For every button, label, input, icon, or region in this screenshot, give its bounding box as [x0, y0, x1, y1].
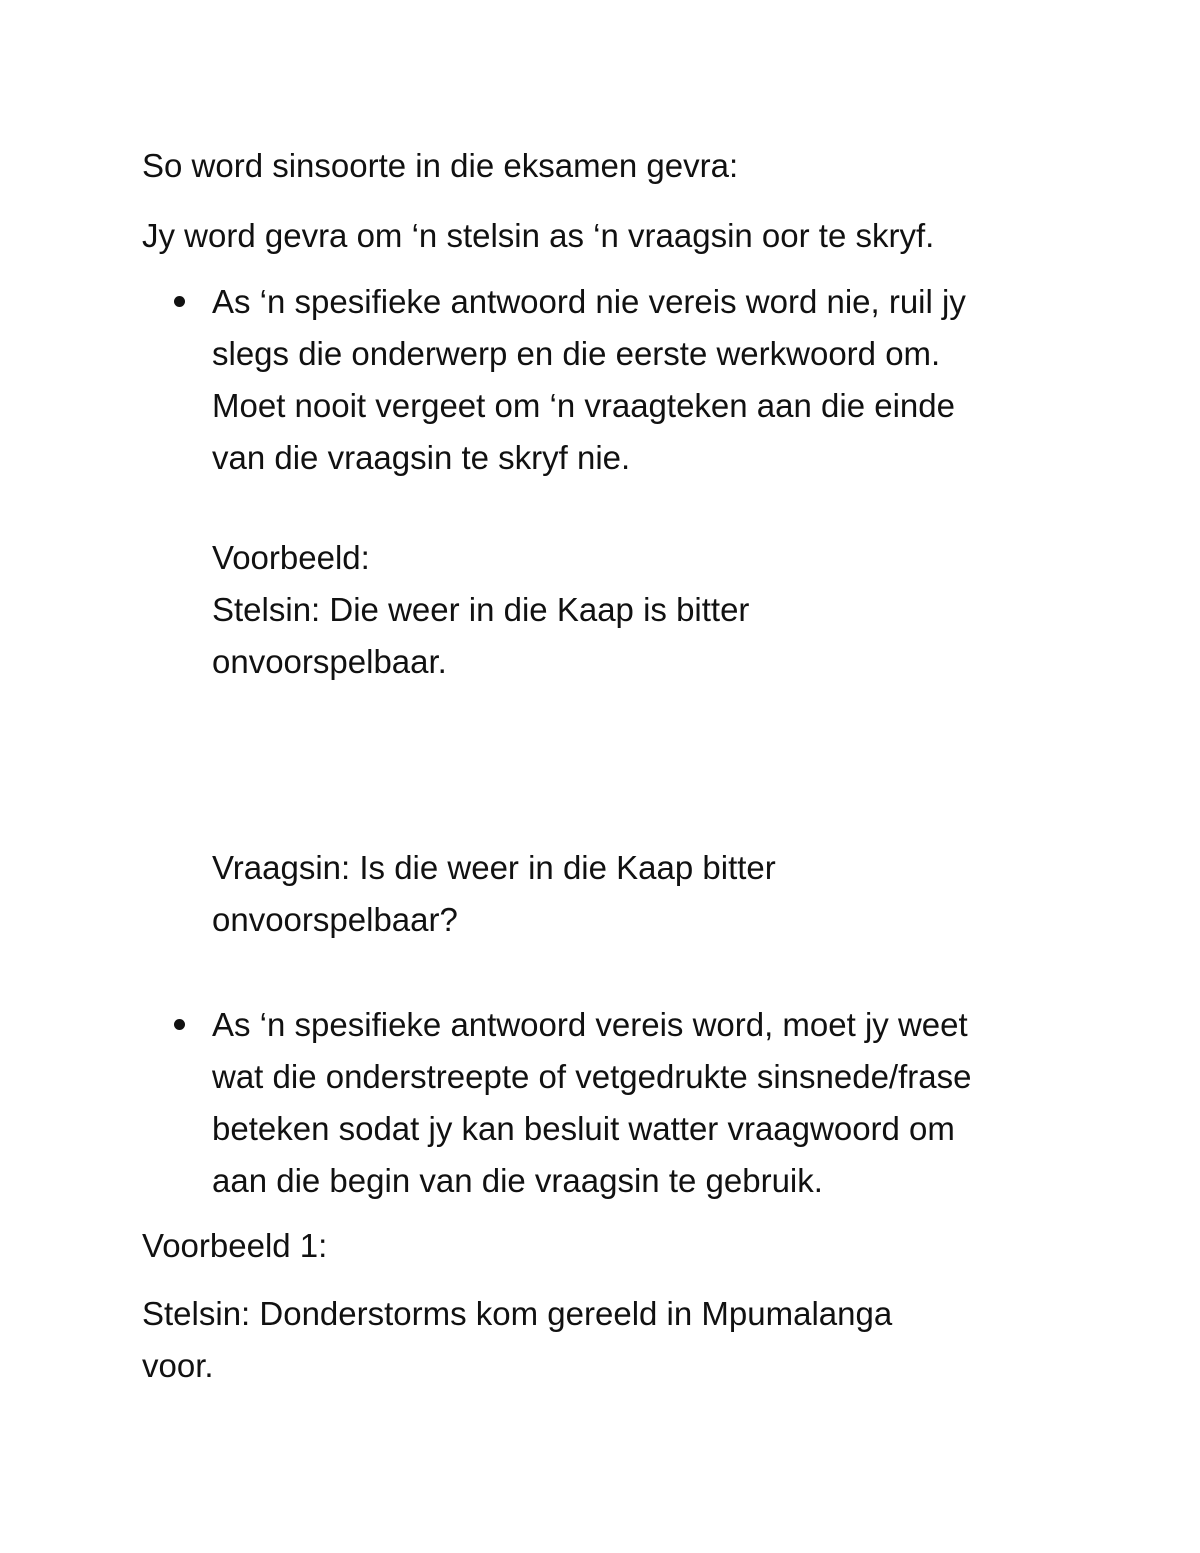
vraagsin-line: onvoorspelbaar?	[212, 901, 458, 938]
example1-label: Voorbeeld 1:	[142, 1227, 328, 1264]
bullet2-line: As ‘n spesifieke antwoord vereis word, moet jy weet	[212, 1006, 968, 1043]
vraagsin-line: Vraagsin: Is die weer in die Kaap bitter	[212, 849, 776, 886]
bullet1-line: slegs die onderwerp en die eerste werkwoord om.	[212, 335, 941, 372]
stelsin-line: Stelsin: Die weer in die Kaap is bitter	[212, 591, 750, 628]
intro-text: Jy word gevra om ‘n stelsin as ‘n vraagsin oor te skryf.	[142, 217, 935, 254]
example1-stelsin-line: Stelsin: Donderstorms kom gereeld in Mpumalanga	[142, 1295, 893, 1332]
bullet-dot	[174, 1019, 185, 1030]
bullet-dot	[174, 296, 185, 307]
bullet1-line: As ‘n spesifieke antwoord nie vereis word nie, ruil jy	[212, 283, 966, 320]
heading: So word sinsoorte in die eksamen gevra:	[142, 147, 739, 184]
bullet2-line: aan die begin van die vraagsin te gebruik.	[212, 1162, 823, 1199]
example1-stelsin-line: voor.	[142, 1347, 214, 1384]
bullet1-line: Moet nooit vergeet om ‘n vraagteken aan die einde	[212, 387, 955, 424]
stelsin-line: onvoorspelbaar.	[212, 643, 447, 680]
example-label: Voorbeeld:	[212, 539, 370, 576]
bullet1-line: van die vraagsin te skryf nie.	[212, 439, 631, 476]
bullet2-line: wat die onderstreepte of vetgedrukte sinsnede/frase	[212, 1058, 972, 1095]
bullet2-line: beteken sodat jy kan besluit watter vraagwoord om	[212, 1110, 955, 1147]
